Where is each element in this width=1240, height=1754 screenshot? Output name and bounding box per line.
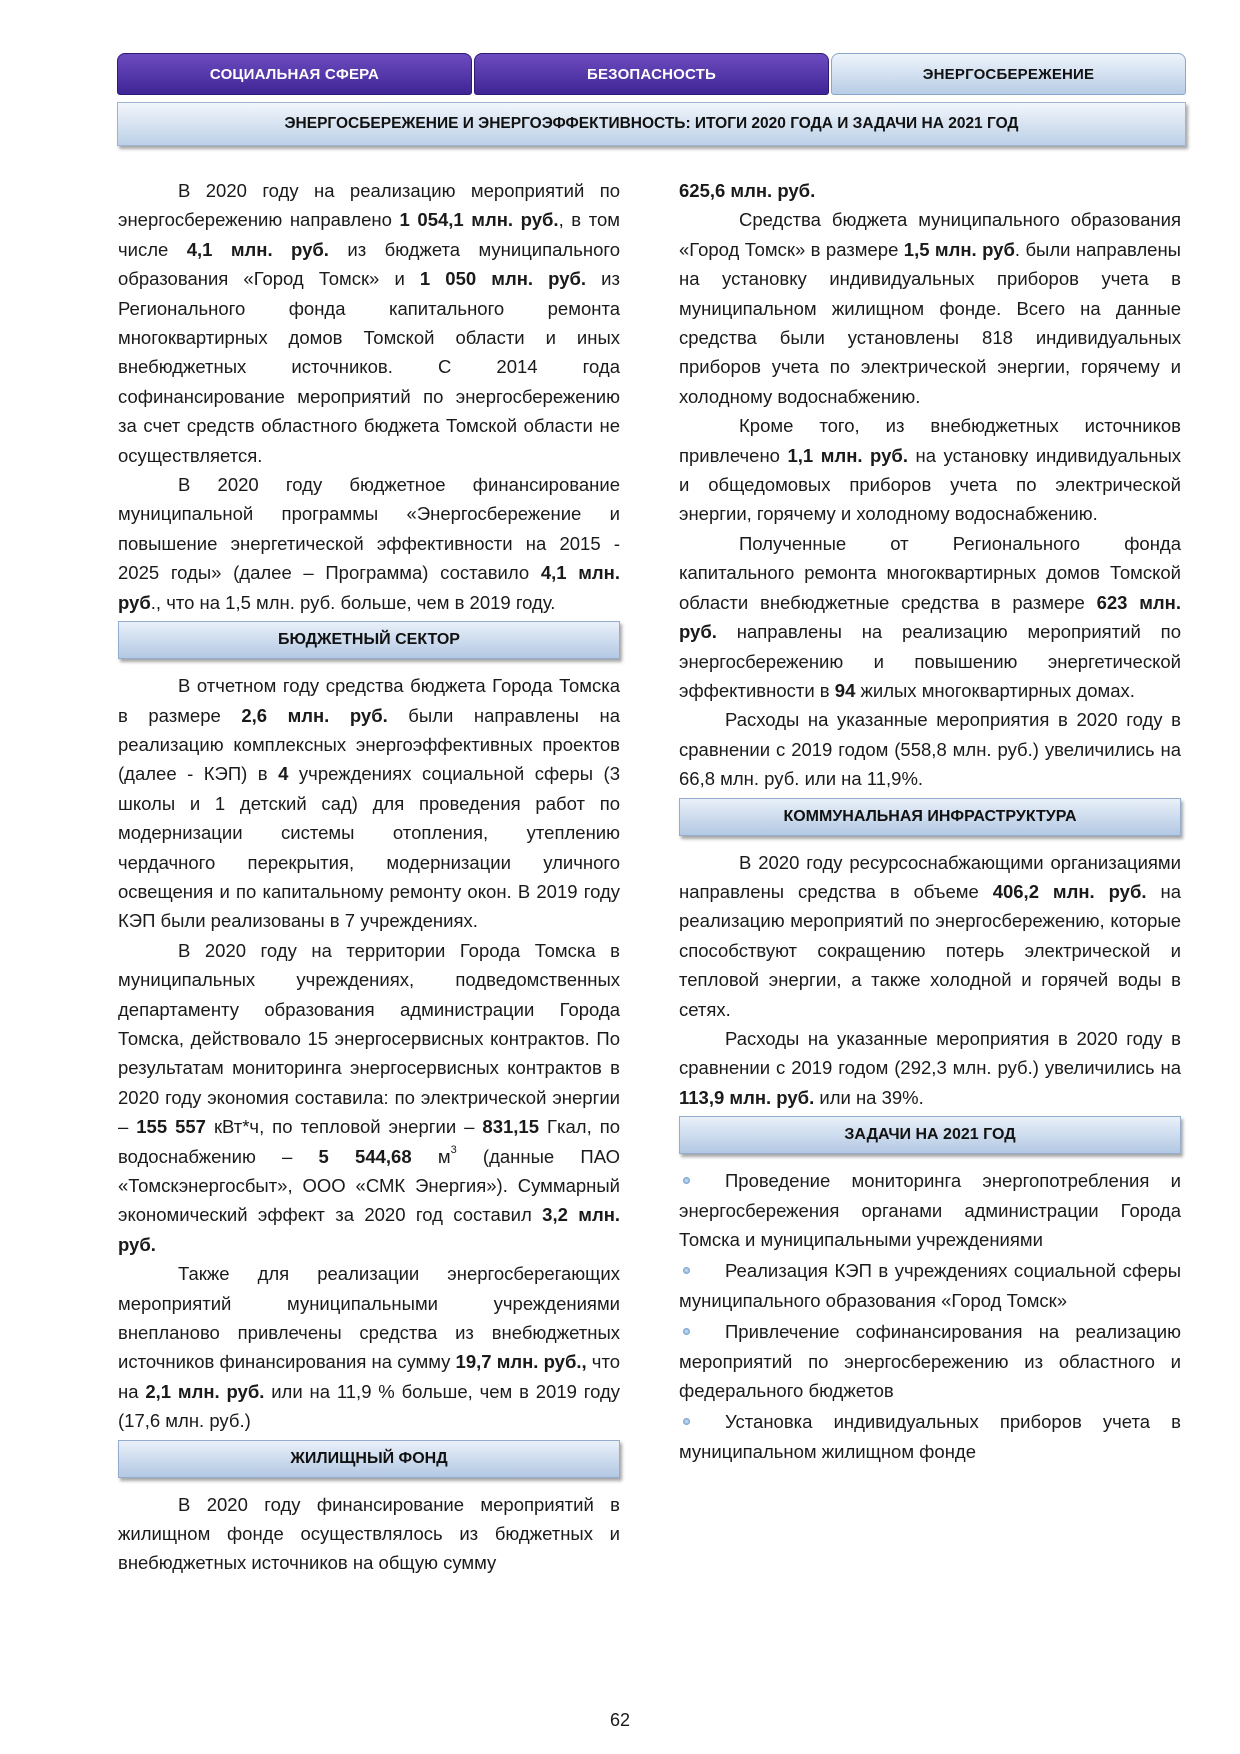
paragraph: Средства бюджета муниципального образования «Город Томск» в размере 1,5 млн. руб. были направлены на установку индивидуальных приборов учета в муниципальном жилищном фонде. Всего на данные средства были установлены 818 индивидуальных приборов учета по электрической энергии, горячему и холодному водоснабжению. [679,209,1181,407]
paragraph-continuation: 625,6 млн. руб. [679,180,816,201]
list-item: Проведение мониторинга энергопотребления и энергосбережения органами администрации Города Томска и муниципальными учреждениями [679,1170,1181,1250]
paragraph: В 2020 году бюджетное финансирование муниципальной программы «Энергосбережение и повышение энергетической эффективности на 2015 - 2025 годы» (далее – Программа) составило 4,1 млн. руб., что на 1,5 млн. руб. больше, чем в 2019 году. [118,474,620,613]
paragraph: В 2020 году на территории Города Томска в муниципальных учреждениях, подведомственных департаменту образования администрации Города Томска, действовало 15 энергосервисных контрактов. По результатам мониторинга энергосервисных контрактов в 2020 году экономия составила: по электрической энергии – 155 557 кВт*ч, по тепловой энергии – 831,15 Гкал, по водоснабжению – 5 544,68 $м^3$ (данные ПАО «Томскэнергосбыт», ООО «СМК Энергия»). Суммарный экономический эффект за 2020 год составил 3,2 млн. руб. [118,939,621,1255]
page-number: 62 [609,1710,631,1730]
section-tabs [117,53,1186,95]
paragraph: В отчетном году средства бюджета Города Томска в размере 2,6 млн. руб. были направлены на реализацию комплексных энергоэффективных проектов (далее - КЭП) в 4 учреждениях социальной сферы (3 школы и 1 детский сад) для проведения работ по модернизации системы отопления, утеплению чердачного перекрытия, модернизации уличного освещения и по капитальному ремонту окон. В 2019 году КЭП были реализованы в 7 учреждениях. [118,675,620,932]
bullet-icon [679,1177,725,1187]
paragraph: Расходы на указанные мероприятия в 2020 году в сравнении с 2019 годом (558,8 млн. руб.) увеличились на 66,8 млн. руб. или на 11,9%. [679,709,1181,790]
list-item: Привлечение софинансирования на реализацию мероприятий по энергосбережению из областного и федерального бюджетов [679,1321,1181,1402]
bullet-icon [679,1267,725,1277]
tab-social-sphere[interactable]: СОЦИАЛЬНАЯ СФЕРА [117,53,472,95]
left-column [118,176,620,1578]
paragraph: Расходы на указанные мероприятия в 2020 году в сравнении с 2019 годом (292,3 млн. руб.) увеличились на 113,9 млн. руб. или на 39%. [679,1027,1181,1108]
paragraph: В 2020 году на реализацию мероприятий по энергосбережению направлено 1 054,1 млн. руб., в том числе 4,1 млн. руб. из бюджета муниципального образования «Город Томск» и 1 050 млн. руб. из Регионального фонда капитального ремонта многоквартирных домов Томской области и иных внебюджетных источников. С 2014 года софинансирование мероприятий по энергосбережению за счет средств областного бюджета Томской области не осуществляется. [118,180,621,466]
bullet-icon [679,1418,725,1428]
right-column [679,176,1181,1468]
section-heading-budget: БЮДЖЕТНЫЙ СЕКТОР [118,621,620,659]
list-item: Установка индивидуальных приборов учета в муниципальном жилищном фонде [679,1411,1181,1462]
paragraph: Кроме того, из внебюджетных источников привлечено 1,1 млн. руб. на установку индивидуальных и общедомовых приборов учета по электрической энергии, горячему и холодному водоснабжению. [679,415,1181,525]
section-heading-housing: ЖИЛИЩНЫЙ ФОНД [118,1440,620,1478]
paragraph: В 2020 году ресурсоснабжающими организациями направлены средства в объеме 406,2 млн. руб. на реализацию мероприятий по энергосбережению, которые способствуют сокращению потерь электрической и тепловой энергии, а также холодной и горячей воды в сетях. [679,851,1181,1020]
page-title: ЭНЕРГОСБЕРЕЖЕНИЕ И ЭНЕРГОЭФФЕКТИВНОСТЬ: ИТОГИ 2020 ГОДА И ЗАДАЧИ НА 2021 ГОД [117,102,1186,146]
paragraph: Полученные от Регионального фонда капитального ремонта многоквартирных домов Томской области внебюджетные средства в размере 623 млн. руб. направлены на реализацию мероприятий по энергосбережению и повышению энергетической эффективности в 94 жилых многоквартирных домах. [679,532,1181,701]
paragraph: В 2020 году финансирование мероприятий в жилищном фонде осуществлялось из бюджетных и внебюджетных источников на общую сумму [118,1493,620,1574]
tab-energy-saving[interactable]: ЭНЕРГОСБЕРЕЖЕНИЕ [831,53,1186,95]
section-heading-tasks: ЗАДАЧИ НА 2021 ГОД [679,1116,1181,1154]
paragraph: Также для реализации энергосберегающих мероприятий муниципальными учреждениями внепланово привлечены средства из внебюджетных источников финансирования на сумму 19,7 млн. руб., что на 2,1 млн. руб. или на 11,9 % больше, чем в 2019 году (17,6 млн. руб.) [118,1263,620,1432]
tab-security[interactable]: БЕЗОПАСНОСТЬ [474,53,829,95]
bullet-icon [679,1328,725,1338]
list-item: Реализация КЭП в учреждениях социальной сферы муниципального образования «Город Томск» [679,1260,1181,1311]
section-heading-utilities: КОММУНАЛЬНАЯ ИНФРАСТРУКТУРА [679,798,1181,836]
tasks-list [679,1166,1181,1466]
